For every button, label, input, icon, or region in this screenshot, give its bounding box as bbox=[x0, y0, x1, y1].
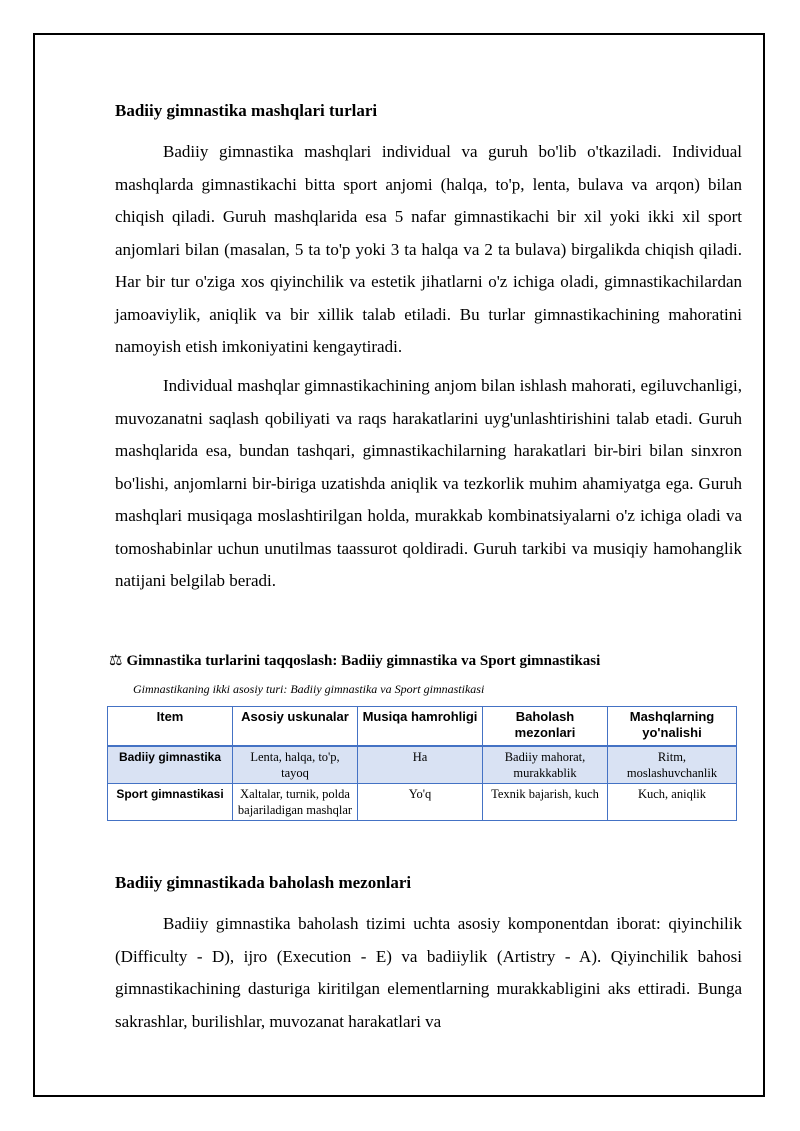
table-cell: Xaltalar, turnik, polda bajariladigan mashqlar bbox=[233, 784, 358, 821]
table-row bbox=[108, 784, 737, 821]
table-title bbox=[109, 651, 600, 670]
table-caption: Gimnastikaning ikki asosiy turi: Badiiy gimnastika va Sport gimnastikasi bbox=[133, 682, 485, 696]
table-header-cell: Item bbox=[108, 707, 233, 747]
table-cell: Ritm, moslashuvchanlik bbox=[608, 746, 737, 784]
paragraph-exercise-types-2: Individual mashqlar gimnastikachining anjom bilan ishlash mahorati, egiluvchanligi, muvozanatni saqlash qobiliyati va raqs harakatlarini uyg'unlashtirishini talab etadi. Guruh mashqlarida esa, bundan tashqari, gimnastikachilarning harakatlari bir-biri bilan sinxron bo'lishi, anjomlarni bir-biriga uzatishda aniqlik va tezkorlik muhim ahamiyatga ega. Guruh mashqlari musiqaga moslashtirilgan holda, murakkab kombinatsiyalarni o'z ichiga oladi va tomoshabinlar uchun unutilmas taassurot qoldiradi. Guruh tarkibi va musiqiy hamohanglik natijani belgilab beradi. bbox=[115, 376, 742, 590]
table-cell: Yo'q bbox=[358, 784, 483, 821]
table-row-label: Badiiy gimnastika bbox=[108, 746, 233, 784]
paragraph-scoring-criteria: Badiiy gimnastika baholash tizimi uchta asosiy komponentdan iborat: qiyinchilik (Difficulty - D), ijro (Execution - E) va badiiylik (Artistry - A). Qiyinchilik bahosi gimnastikachining dasturiga kiritilgan elementlarning murakkabligini aks ettiradi. Bunga sakrashlar, burilishlar, muvozanat harakatlari va bbox=[115, 914, 742, 1031]
table-row-label: Sport gimnastikasi bbox=[108, 784, 233, 821]
scales-icon: ⚖ bbox=[109, 653, 123, 669]
table-header-cell: Mashqlarning yo'nalishi bbox=[608, 707, 737, 747]
section-heading-scoring-criteria: Badiiy gimnastikada baholash mezonlari bbox=[115, 873, 412, 892]
table-row bbox=[108, 746, 737, 784]
table-title-text: Gimnastika turlarini taqqoslash: Badiiy gimnastika va Sport gimnastikasi bbox=[126, 653, 601, 669]
table-cell: Kuch, aniqlik bbox=[608, 784, 737, 821]
table-cell: Ha bbox=[358, 746, 483, 784]
table-header-cell: Musiqa hamrohligi bbox=[358, 707, 483, 747]
table-cell: Texnik bajarish, kuch bbox=[483, 784, 608, 821]
section-heading-exercise-types: Badiiy gimnastika mashqlari turlari bbox=[115, 101, 378, 120]
table-header-cell: Asosiy uskunalar bbox=[233, 707, 358, 747]
table-header-cell: Baholash mezonlari bbox=[483, 707, 608, 747]
comparison-table bbox=[107, 706, 737, 821]
table-cell: Badiiy mahorat, murakkablik bbox=[483, 746, 608, 784]
table-cell: Lenta, halqa, to'p, tayoq bbox=[233, 746, 358, 784]
paragraph-exercise-types-1: Badiiy gimnastika mashqlari individual va guruh bo'lib o'tkaziladi. Individual mashqlarda gimnastikachi bitta sport anjomi (halqa, to'p, lenta, bulava va arqon) bilan chiqish qiladi. Guruh mashqlarida esa 5 nafar gimnastikachi bir xil yoki ikki xil sport anjomlari bilan (masalan, 5 ta to'p yoki 3 ta halqa va 2 ta bulava) birgalikda chiqish qiladi. Har bir tur o'ziga xos qiyinchilik va estetik jihatlarni o'z ichiga oladi, gimnastikachilardan jamoaviylik, aniqlik va bir xillik talab etiladi. Bu turlar gimnastikachining mahoratini namoyish etish imkoniyatini kengaytiradi. bbox=[115, 142, 742, 356]
table-header-row bbox=[108, 707, 737, 747]
